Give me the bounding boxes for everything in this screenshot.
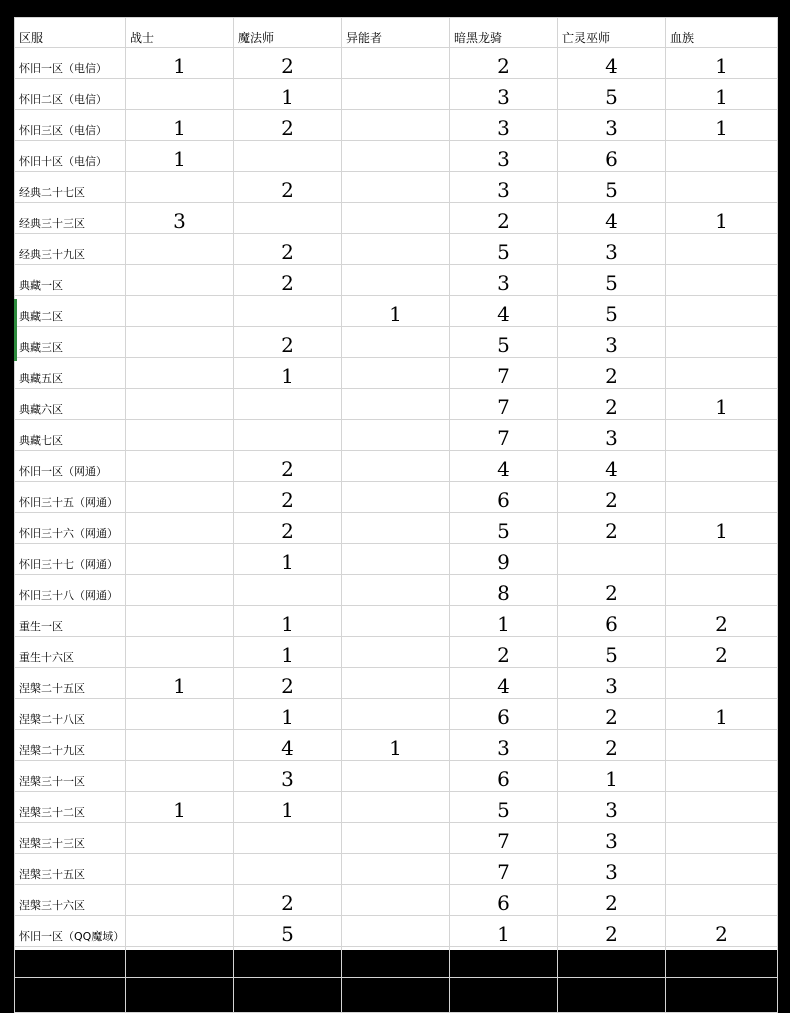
value-cell[interactable]: 1 — [126, 141, 234, 172]
column-header[interactable]: 血族 — [666, 18, 778, 48]
column-header[interactable]: 魔法师 — [234, 18, 342, 48]
total-value-cell[interactable]: 42 — [234, 978, 342, 1013]
value-cell[interactable]: 3 — [558, 110, 666, 141]
value-cell[interactable] — [126, 79, 234, 110]
value-cell[interactable] — [126, 761, 234, 792]
region-cell[interactable]: 典藏二区 — [15, 296, 126, 327]
value-cell[interactable]: 5 — [450, 327, 558, 358]
value-cell[interactable] — [126, 854, 234, 885]
value-cell[interactable] — [342, 451, 450, 482]
value-cell[interactable] — [126, 637, 234, 668]
value-cell[interactable] — [342, 606, 450, 637]
value-cell[interactable]: 1 — [126, 110, 234, 141]
value-cell[interactable] — [342, 358, 450, 389]
region-cell[interactable]: 怀旧二区（电信） — [15, 79, 126, 110]
column-header[interactable]: 异能者 — [342, 18, 450, 48]
value-cell[interactable]: 2 — [666, 606, 778, 637]
value-cell[interactable]: 3 — [234, 761, 342, 792]
table-row — [15, 606, 778, 637]
value-cell[interactable]: 1 — [666, 203, 778, 234]
value-cell[interactable]: 7 — [450, 420, 558, 451]
value-cell[interactable]: 5 — [234, 916, 342, 947]
value-cell[interactable] — [234, 141, 342, 172]
value-cell[interactable]: 1 — [234, 792, 342, 823]
region-cell[interactable]: 怀旧三十七（网通） — [15, 544, 126, 575]
value-cell[interactable]: 4 — [450, 451, 558, 482]
value-cell[interactable]: 2 — [558, 513, 666, 544]
table-row — [15, 327, 778, 358]
value-cell[interactable] — [342, 48, 450, 79]
value-cell[interactable] — [234, 296, 342, 327]
table-row — [15, 110, 778, 141]
value-cell[interactable] — [126, 513, 234, 544]
value-cell[interactable] — [234, 854, 342, 885]
value-cell[interactable]: 6 — [450, 761, 558, 792]
value-cell[interactable] — [666, 544, 778, 575]
value-cell[interactable] — [666, 668, 778, 699]
value-cell[interactable]: 1 — [666, 513, 778, 544]
value-cell[interactable]: 1 — [126, 48, 234, 79]
table-row — [15, 141, 778, 172]
value-cell[interactable] — [666, 854, 778, 885]
value-cell[interactable] — [342, 668, 450, 699]
value-cell[interactable] — [126, 172, 234, 203]
table-row — [15, 637, 778, 668]
table-row — [15, 451, 778, 482]
value-cell[interactable]: 7 — [450, 389, 558, 420]
value-cell[interactable] — [342, 885, 450, 916]
value-cell[interactable] — [342, 203, 450, 234]
value-cell[interactable]: 4 — [558, 451, 666, 482]
value-cell[interactable]: 6 — [450, 482, 558, 513]
value-cell[interactable]: 3 — [558, 947, 666, 978]
table-row — [15, 544, 778, 575]
value-cell[interactable]: 3 — [558, 420, 666, 451]
value-cell[interactable]: 2 — [558, 389, 666, 420]
value-cell[interactable]: 2 — [558, 575, 666, 606]
value-cell[interactable] — [666, 885, 778, 916]
value-cell[interactable] — [666, 451, 778, 482]
value-cell[interactable]: 6 — [450, 885, 558, 916]
value-cell[interactable]: 2 — [234, 172, 342, 203]
value-cell[interactable]: 1 — [666, 79, 778, 110]
value-cell[interactable]: 1 — [234, 637, 342, 668]
value-cell[interactable]: 2 — [234, 668, 342, 699]
value-cell[interactable] — [126, 916, 234, 947]
value-cell[interactable]: 4 — [450, 668, 558, 699]
value-cell[interactable] — [342, 141, 450, 172]
table-row — [15, 420, 778, 451]
total-value-cell[interactable]: 95 — [558, 978, 666, 1013]
value-cell[interactable] — [342, 792, 450, 823]
value-cell[interactable] — [342, 389, 450, 420]
value-cell[interactable]: 7 — [450, 823, 558, 854]
value-cell[interactable] — [342, 916, 450, 947]
value-cell[interactable]: 3 — [126, 203, 234, 234]
value-cell[interactable]: 2 — [234, 234, 342, 265]
table-row — [15, 48, 778, 79]
value-cell[interactable] — [234, 420, 342, 451]
value-cell[interactable]: 4 — [558, 203, 666, 234]
region-cell[interactable]: 怀旧三区（电信） — [15, 110, 126, 141]
total-value-cell[interactable]: 8 — [126, 978, 234, 1013]
value-cell[interactable] — [342, 544, 450, 575]
region-cell[interactable]: 涅槃二十五区 — [15, 668, 126, 699]
total-value-cell[interactable]: 2 — [342, 978, 450, 1013]
value-cell[interactable]: 1 — [450, 916, 558, 947]
value-cell[interactable] — [126, 327, 234, 358]
value-cell[interactable] — [126, 575, 234, 606]
value-cell[interactable]: 2 — [234, 482, 342, 513]
value-cell[interactable]: 6 — [558, 141, 666, 172]
region-cell[interactable]: 涅槃二十八区 — [15, 699, 126, 730]
column-header[interactable]: 区服 — [15, 18, 126, 48]
value-cell[interactable]: 1 — [342, 296, 450, 327]
value-cell[interactable]: 1 — [234, 358, 342, 389]
value-cell[interactable] — [666, 172, 778, 203]
value-cell[interactable] — [234, 575, 342, 606]
value-cell[interactable] — [126, 234, 234, 265]
value-cell[interactable] — [234, 203, 342, 234]
value-cell[interactable] — [126, 885, 234, 916]
value-cell[interactable] — [666, 358, 778, 389]
value-cell[interactable] — [666, 327, 778, 358]
value-cell[interactable]: 1 — [666, 389, 778, 420]
value-cell[interactable]: 3 — [450, 79, 558, 110]
value-cell[interactable] — [126, 358, 234, 389]
table-row — [15, 885, 778, 916]
value-cell[interactable]: 1 — [234, 606, 342, 637]
value-cell[interactable]: 7 — [450, 854, 558, 885]
region-cell[interactable]: 涅槃三十六区 — [15, 885, 126, 916]
value-cell[interactable] — [666, 792, 778, 823]
value-cell[interactable]: 5 — [558, 265, 666, 296]
value-cell[interactable] — [342, 761, 450, 792]
value-cell[interactable]: 2 — [558, 885, 666, 916]
value-cell[interactable]: 3 — [558, 854, 666, 885]
region-cell[interactable]: 怀旧三十八（网通） — [15, 575, 126, 606]
value-cell[interactable] — [666, 482, 778, 513]
value-cell[interactable]: 3 — [558, 792, 666, 823]
total-row — [15, 978, 778, 1013]
value-cell[interactable]: 1 — [558, 761, 666, 792]
header-row — [15, 18, 778, 48]
region-cell[interactable]: 怀旧十区（电信） — [15, 141, 126, 172]
region-cell[interactable]: 典藏七区 — [15, 420, 126, 451]
table-row — [15, 172, 778, 203]
value-cell[interactable] — [666, 265, 778, 296]
value-cell[interactable]: 8 — [450, 575, 558, 606]
table-row — [15, 792, 778, 823]
table-row — [15, 699, 778, 730]
value-cell[interactable]: 7 — [450, 358, 558, 389]
region-cell[interactable]: 涅槃三十一区 — [15, 761, 126, 792]
value-cell[interactable] — [126, 699, 234, 730]
value-cell[interactable] — [666, 823, 778, 854]
region-cell[interactable]: 怀旧一区（网通） — [15, 451, 126, 482]
region-cell[interactable]: 典藏三区 — [15, 327, 126, 358]
value-cell[interactable]: 5 — [450, 792, 558, 823]
value-cell[interactable]: 2 — [450, 203, 558, 234]
region-cell[interactable]: 怀旧三十五（网通） — [15, 482, 126, 513]
value-cell[interactable] — [342, 575, 450, 606]
value-cell[interactable]: 1 — [234, 79, 342, 110]
value-cell[interactable]: 5 — [558, 79, 666, 110]
value-cell[interactable] — [126, 947, 234, 978]
region-cell[interactable]: 经典三十三区 — [15, 203, 126, 234]
value-cell[interactable]: 2 — [558, 699, 666, 730]
value-cell[interactable] — [126, 451, 234, 482]
region-cell[interactable]: 经典三十九区 — [15, 234, 126, 265]
total-value-cell[interactable]: 139 — [450, 978, 558, 1013]
table-row — [15, 358, 778, 389]
region-cell[interactable]: 怀旧八区（QQ魔域） — [15, 947, 126, 978]
value-cell[interactable]: 1 — [666, 48, 778, 79]
value-cell[interactable]: 1 — [234, 947, 342, 978]
value-cell[interactable] — [558, 544, 666, 575]
value-cell[interactable] — [342, 265, 450, 296]
value-cell[interactable]: 2 — [558, 482, 666, 513]
data-table — [14, 17, 778, 1013]
value-cell[interactable] — [342, 420, 450, 451]
value-cell[interactable] — [234, 823, 342, 854]
value-cell[interactable]: 1 — [666, 110, 778, 141]
value-cell[interactable]: 1 — [126, 668, 234, 699]
table-row — [15, 203, 778, 234]
table-row — [15, 668, 778, 699]
table-row — [15, 823, 778, 854]
table-row — [15, 265, 778, 296]
region-cell[interactable]: 怀旧一区（电信） — [15, 48, 126, 79]
total-value-cell[interactable]: 14 — [666, 978, 778, 1013]
value-cell[interactable]: 3 — [450, 110, 558, 141]
value-cell[interactable] — [666, 575, 778, 606]
value-cell[interactable]: 2 — [234, 110, 342, 141]
value-cell[interactable]: 2 — [450, 48, 558, 79]
region-cell[interactable]: 重生一区 — [15, 606, 126, 637]
value-cell[interactable]: 3 — [450, 141, 558, 172]
value-cell[interactable]: 5 — [450, 947, 558, 978]
region-cell[interactable]: 怀旧三十六（网通） — [15, 513, 126, 544]
value-cell[interactable]: 3 — [558, 234, 666, 265]
region-cell[interactable]: 怀旧一区（QQ魔域） — [15, 916, 126, 947]
value-cell[interactable]: 2 — [558, 730, 666, 761]
value-cell[interactable]: 1 — [342, 730, 450, 761]
value-cell[interactable] — [342, 482, 450, 513]
value-cell[interactable] — [666, 234, 778, 265]
total-label-cell[interactable]: 总计 — [15, 978, 126, 1013]
value-cell[interactable]: 4 — [450, 296, 558, 327]
value-cell[interactable] — [126, 265, 234, 296]
table-row — [15, 389, 778, 420]
value-cell[interactable] — [666, 141, 778, 172]
value-cell[interactable]: 3 — [558, 327, 666, 358]
value-cell[interactable]: 9 — [450, 544, 558, 575]
value-cell[interactable]: 2 — [558, 358, 666, 389]
value-cell[interactable]: 4 — [558, 48, 666, 79]
table-row — [15, 730, 778, 761]
table-row — [15, 916, 778, 947]
value-cell[interactable]: 1 — [450, 606, 558, 637]
value-cell[interactable] — [126, 823, 234, 854]
value-cell[interactable]: 6 — [450, 699, 558, 730]
value-cell[interactable]: 1 — [234, 544, 342, 575]
region-cell[interactable]: 典藏一区 — [15, 265, 126, 296]
region-cell[interactable]: 涅槃三十二区 — [15, 792, 126, 823]
value-cell[interactable]: 2 — [234, 885, 342, 916]
value-cell[interactable]: 2 — [234, 513, 342, 544]
value-cell[interactable] — [342, 823, 450, 854]
value-cell[interactable] — [342, 854, 450, 885]
value-cell[interactable]: 3 — [558, 668, 666, 699]
value-cell[interactable]: 3 — [450, 730, 558, 761]
table-row — [15, 482, 778, 513]
region-cell[interactable]: 重生十六区 — [15, 637, 126, 668]
region-cell[interactable]: 涅槃二十九区 — [15, 730, 126, 761]
table-row — [15, 234, 778, 265]
value-cell[interactable]: 1 — [666, 947, 778, 978]
table-row — [15, 79, 778, 110]
column-header[interactable]: 亡灵巫师 — [558, 18, 666, 48]
value-cell[interactable]: 3 — [558, 823, 666, 854]
value-cell[interactable] — [342, 172, 450, 203]
value-cell[interactable] — [126, 389, 234, 420]
value-cell[interactable] — [666, 296, 778, 327]
table-row — [15, 947, 778, 978]
value-cell[interactable]: 5 — [450, 513, 558, 544]
region-cell[interactable]: 典藏六区 — [15, 389, 126, 420]
value-cell[interactable] — [342, 327, 450, 358]
value-cell[interactable] — [342, 234, 450, 265]
value-cell[interactable]: 2 — [558, 916, 666, 947]
value-cell[interactable] — [126, 544, 234, 575]
value-cell[interactable] — [342, 79, 450, 110]
value-cell[interactable] — [126, 730, 234, 761]
value-cell[interactable]: 1 — [234, 699, 342, 730]
value-cell[interactable]: 5 — [558, 637, 666, 668]
value-cell[interactable] — [126, 420, 234, 451]
value-cell[interactable] — [342, 513, 450, 544]
table-row — [15, 296, 778, 327]
value-cell[interactable] — [342, 110, 450, 141]
value-cell[interactable]: 5 — [450, 234, 558, 265]
value-cell[interactable]: 1 — [126, 792, 234, 823]
value-cell[interactable]: 2 — [234, 327, 342, 358]
cell-cursor-edge — [14, 299, 17, 361]
spreadsheet-grid[interactable] — [14, 17, 777, 1012]
value-cell[interactable]: 2 — [234, 265, 342, 296]
value-cell[interactable] — [234, 389, 342, 420]
table-row — [15, 761, 778, 792]
value-cell[interactable]: 4 — [234, 730, 342, 761]
value-cell[interactable]: 2 — [666, 637, 778, 668]
value-cell[interactable]: 2 — [666, 916, 778, 947]
value-cell[interactable]: 1 — [666, 699, 778, 730]
table-row — [15, 575, 778, 606]
value-cell[interactable] — [342, 947, 450, 978]
value-cell[interactable] — [666, 420, 778, 451]
value-cell[interactable]: 6 — [558, 606, 666, 637]
value-cell[interactable]: 5 — [558, 172, 666, 203]
value-cell[interactable]: 2 — [450, 637, 558, 668]
value-cell[interactable]: 2 — [234, 451, 342, 482]
value-cell[interactable] — [126, 606, 234, 637]
value-cell[interactable] — [342, 699, 450, 730]
value-cell[interactable] — [126, 482, 234, 513]
value-cell[interactable] — [666, 730, 778, 761]
value-cell[interactable]: 3 — [450, 265, 558, 296]
region-cell[interactable]: 典藏五区 — [15, 358, 126, 389]
region-cell[interactable]: 涅槃三十三区 — [15, 823, 126, 854]
region-cell[interactable]: 涅槃三十五区 — [15, 854, 126, 885]
value-cell[interactable]: 5 — [558, 296, 666, 327]
column-header[interactable]: 战士 — [126, 18, 234, 48]
value-cell[interactable] — [126, 296, 234, 327]
value-cell[interactable] — [342, 637, 450, 668]
region-cell[interactable]: 经典二十七区 — [15, 172, 126, 203]
table-row — [15, 854, 778, 885]
value-cell[interactable]: 3 — [450, 172, 558, 203]
column-header[interactable]: 暗黑龙骑 — [450, 18, 558, 48]
value-cell[interactable] — [666, 761, 778, 792]
table-row — [15, 513, 778, 544]
value-cell[interactable]: 2 — [234, 48, 342, 79]
